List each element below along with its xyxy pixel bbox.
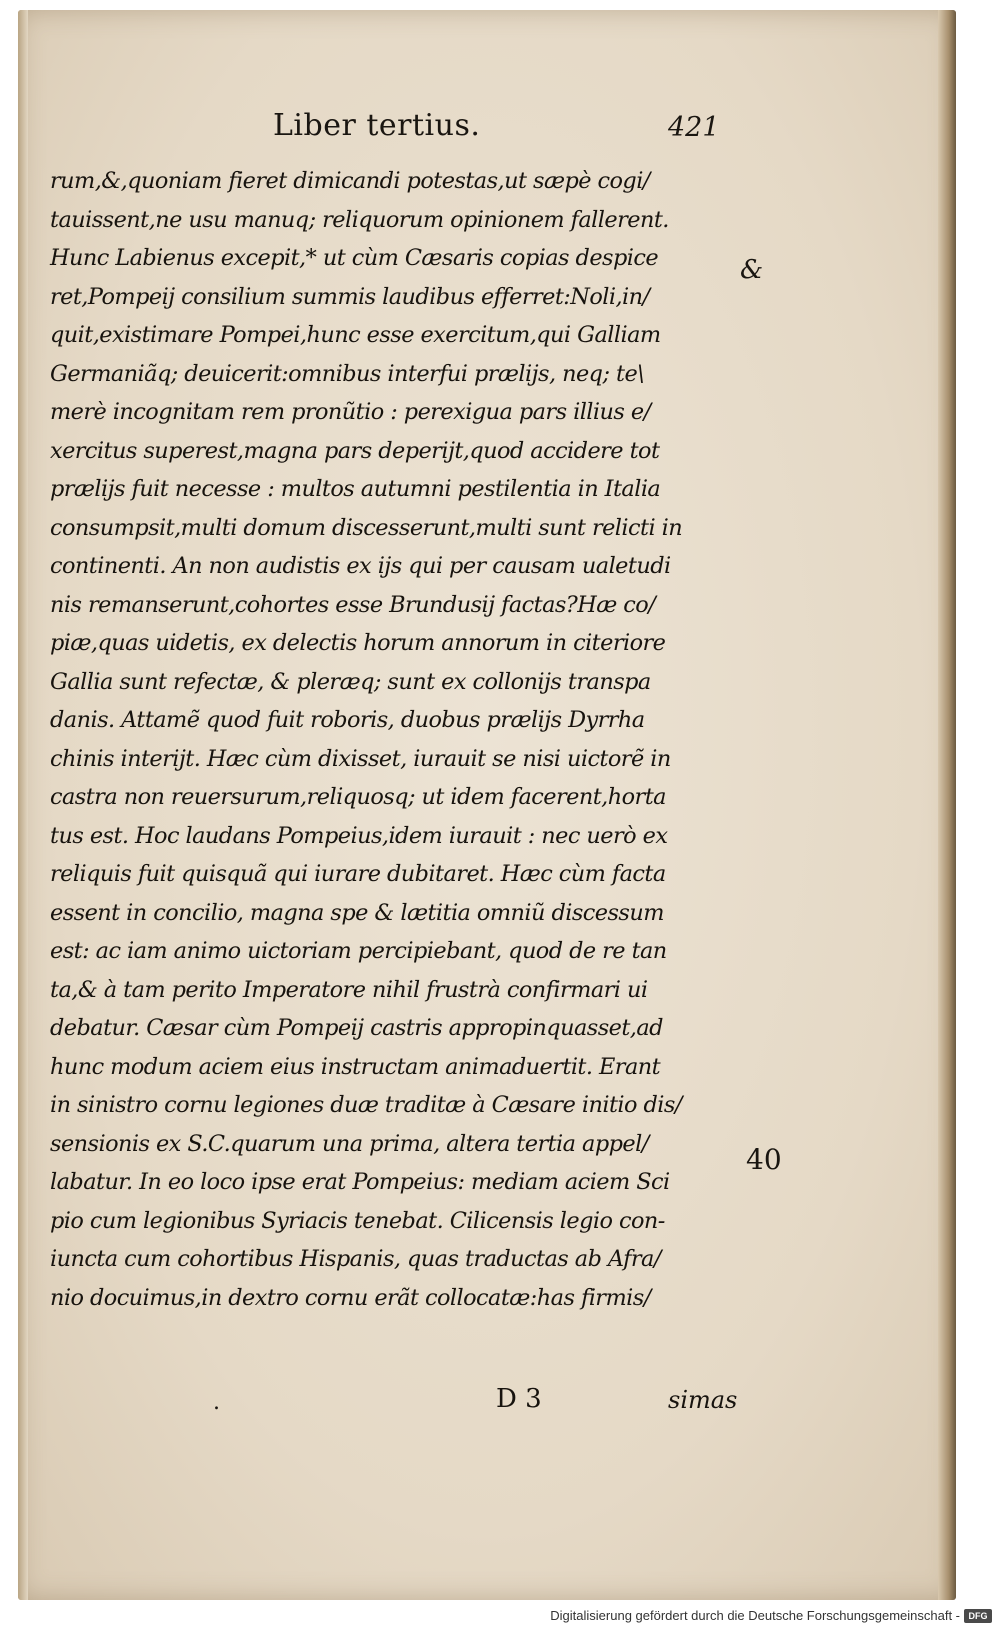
text-line: piæ,quas uidetis, ex delectis horum annorum in citeriore: [50, 630, 666, 656]
text-line: Hunc Labienus excepit,* ut cùm Cæsaris copias despice: [50, 245, 659, 271]
text-line: Germaniãq; deuicerit:omnibus interfui prælijs, neq; te\: [50, 360, 645, 387]
text-line: nio docuimus,in dextro cornu erãt collocatæ:has firmis/: [50, 1284, 651, 1311]
text-line: pio cum legionibus Syriacis tenebat. Cilicensis legio con-: [50, 1207, 665, 1234]
page-fore-edge: [938, 10, 956, 1600]
text-line: consumpsit,multi domum discesserunt,multi sunt relicti in: [50, 514, 683, 541]
text-line: chinis interijt. Hæc cùm dixisset, iurauit se nisi uictorẽ in: [50, 745, 671, 772]
text-line: est: ac iam animo uictoriam percipiebant, quod de re tan: [50, 938, 667, 964]
text-line: sensionis ex S.C.quarum una prima, altera tertia appel/: [50, 1130, 649, 1157]
text-line: ret,Pompeij consilium summis laudibus efferret:Noli,in/: [50, 283, 650, 310]
text-line: ta,& à tam perito Imperatore nihil frustrà confirmari ui: [50, 976, 648, 1003]
text-line: prælijs fuit necesse : multos autumni pestilentia in Italia: [50, 476, 661, 502]
text-line: hunc modum aciem eius instructam animaduertit. Erant: [50, 1053, 661, 1080]
text-line: tus est. Hoc laudans Pompeius,idem iurauit : nec uerò ex: [50, 822, 668, 849]
text-line: rum,&,quoniam fieret dimicandi potestas,ut sæpè cogi/: [50, 168, 650, 194]
signature-line: [18, 1384, 956, 1424]
margin-line-number: 40: [746, 1143, 782, 1176]
page-number: 421: [668, 112, 720, 143]
signature-mark: D 3: [496, 1384, 542, 1414]
text-line: labatur. In eo loco ipse erat Pompeius: mediam aciem Sci: [50, 1169, 670, 1195]
text-line: debatur. Cæsar cùm Pompeij castris appropinquasset,ad: [50, 1015, 663, 1041]
text-line: iuncta cum cohortibus Hispanis, quas traductas ab Afra/: [50, 1246, 661, 1272]
text-line: merè incognitam rem pronũtio : perexigua pars illius e/: [50, 399, 651, 425]
text-line: xercitus superest,magna pars deperijt,quod accidere tot: [50, 437, 660, 464]
digitization-footer: [0, 1606, 1000, 1627]
page-gutter-shadow: [18, 10, 28, 1600]
digitization-notice: Digitalisierung gefördert durch die Deutsche Forschungsgemeinschaft -: [550, 1608, 960, 1623]
text-line: quit,existimare Pompei,hunc esse exercitum,qui Galliam: [50, 322, 661, 348]
signature-dot: .: [213, 1390, 220, 1415]
text-line: danis. Attamẽ quod fuit roboris, duobus prælijs Dyrrha: [50, 707, 645, 733]
dfg-logo-icon: DFG: [964, 1609, 992, 1623]
text-line: tauissent,ne usu manuq; reliquorum opinionem fallerent.: [50, 206, 669, 233]
text-line: Gallia sunt refectæ, & pleræq; sunt ex collonijs transpa: [50, 668, 651, 695]
text-line: continenti. An non audistis ex ijs qui per causam ualetudi: [50, 553, 671, 579]
text-line: castra non reuersurum,reliquosq; ut idem facerent,horta: [50, 784, 666, 810]
text-line: nis remanserunt,cohortes esse Brundusij factas?Hæ co/: [50, 591, 656, 618]
body-text: [50, 162, 740, 1317]
book-page: [18, 10, 956, 1600]
text-line: reliquis fuit quisquã qui iurare dubitaret. Hæc cùm facta: [50, 861, 666, 887]
catchword: simas: [668, 1386, 738, 1414]
running-title: Liber tertius.: [273, 108, 481, 143]
text-line: in sinistro cornu legiones duæ traditæ à Cæsare initio dis/: [50, 1092, 682, 1118]
margin-symbol: &: [740, 255, 764, 285]
text-line: essent in concilio, magna spe & lætitia omniũ discessum: [50, 899, 664, 926]
